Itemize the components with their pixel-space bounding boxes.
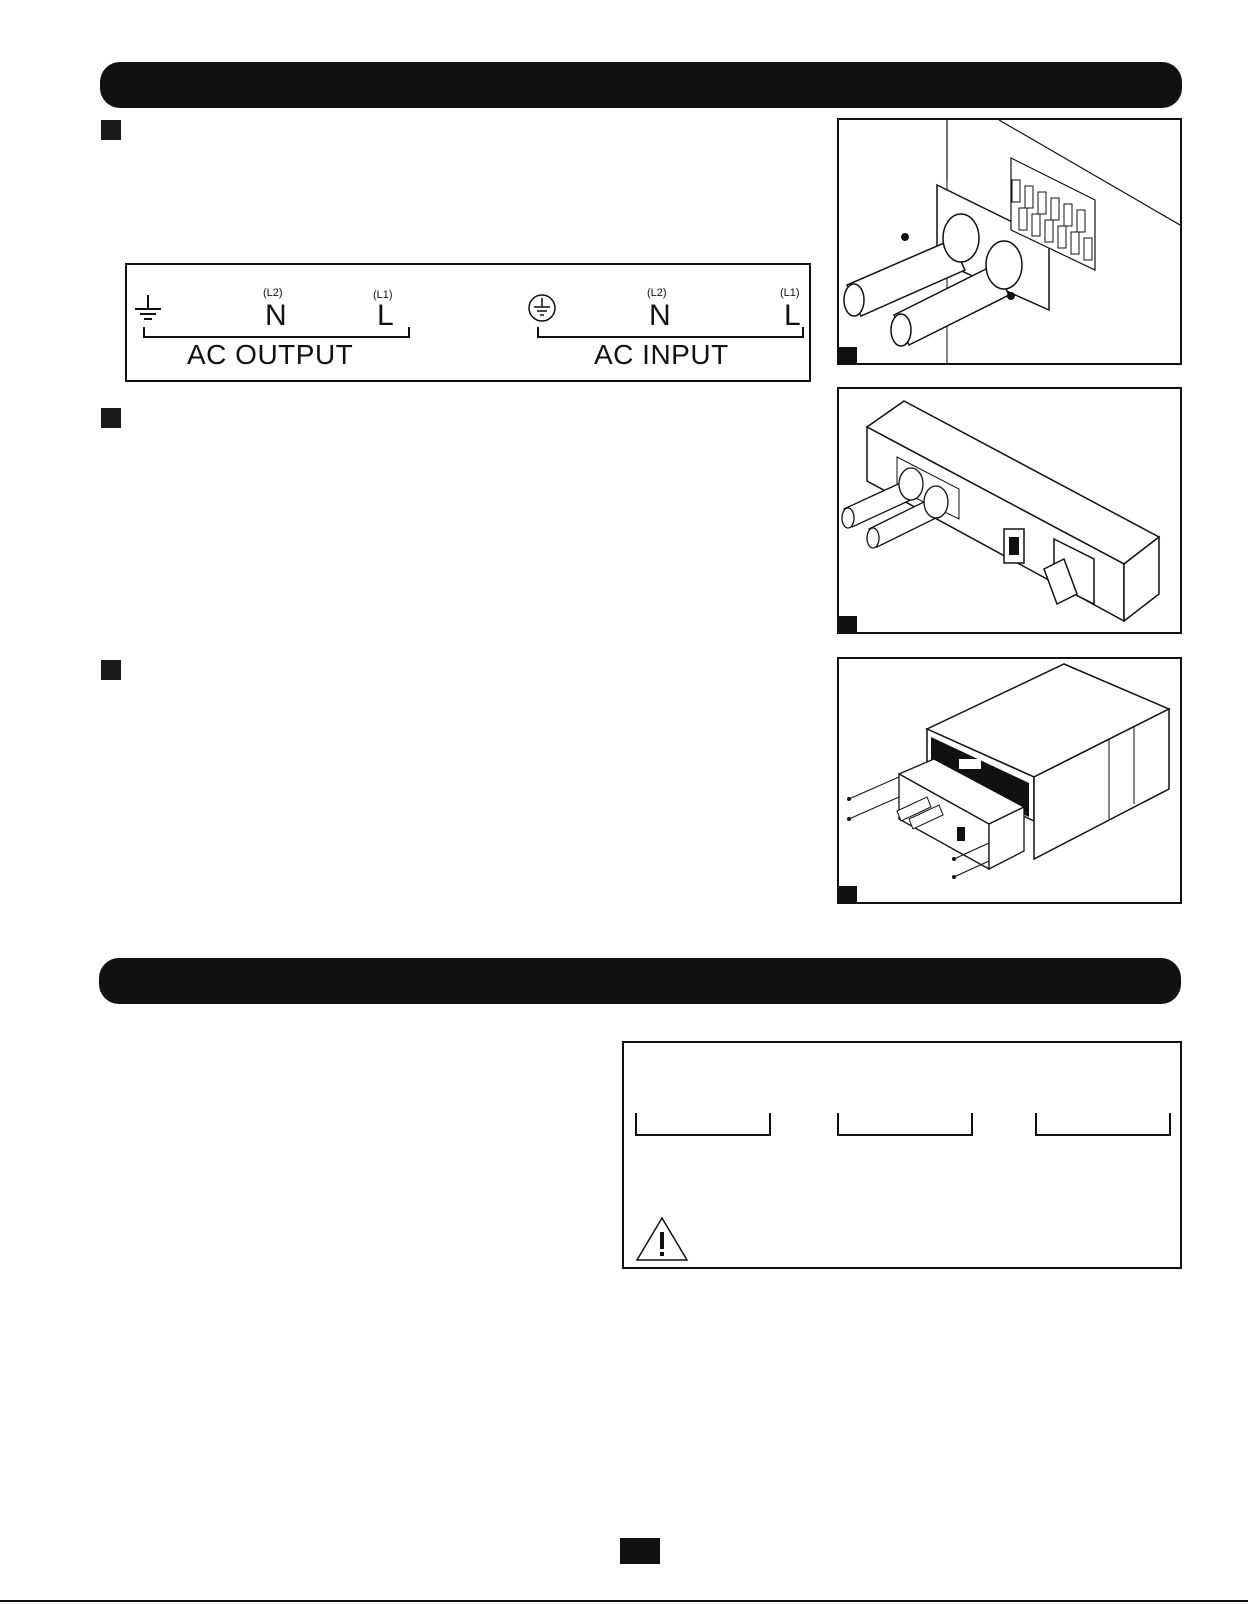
figure-tab: [839, 347, 857, 363]
figure-module-assembled: [837, 387, 1182, 634]
figure-tab: [839, 616, 857, 632]
step-marker-2: [101, 408, 121, 428]
section-header-bar-1: [100, 62, 1182, 108]
section-header-bar-2: [99, 958, 1181, 1004]
input-neutral-letter: N: [649, 299, 671, 332]
spec-brackets: [624, 1113, 1180, 1153]
input-line-sub: (L1): [780, 287, 800, 299]
figure-terminal-block: [837, 118, 1182, 365]
step-marker-1: [101, 120, 121, 140]
output-neutral-letter: N: [265, 299, 287, 332]
input-line-letter: L: [784, 299, 801, 332]
protective-earth-icon: [527, 293, 557, 323]
ac-output-label: AC OUTPUT: [187, 339, 354, 370]
earth-ground-icon: [133, 295, 163, 329]
output-line-letter: L: [377, 299, 394, 332]
output-neutral-sub: (L2): [263, 287, 283, 299]
page-number-tab: [620, 1538, 660, 1564]
terminal-diagram: [125, 263, 811, 382]
ac-input-label: AC INPUT: [594, 339, 729, 370]
figure-tab: [839, 886, 857, 902]
step-marker-3: [101, 660, 121, 680]
spec-box: [622, 1041, 1182, 1269]
output-line-sub: (L1): [373, 289, 393, 301]
footer-rule: [0, 1600, 1248, 1602]
figure-module-mounting: [837, 657, 1182, 904]
warning-triangle-icon: [634, 1215, 690, 1263]
input-neutral-sub: (L2): [647, 287, 667, 299]
